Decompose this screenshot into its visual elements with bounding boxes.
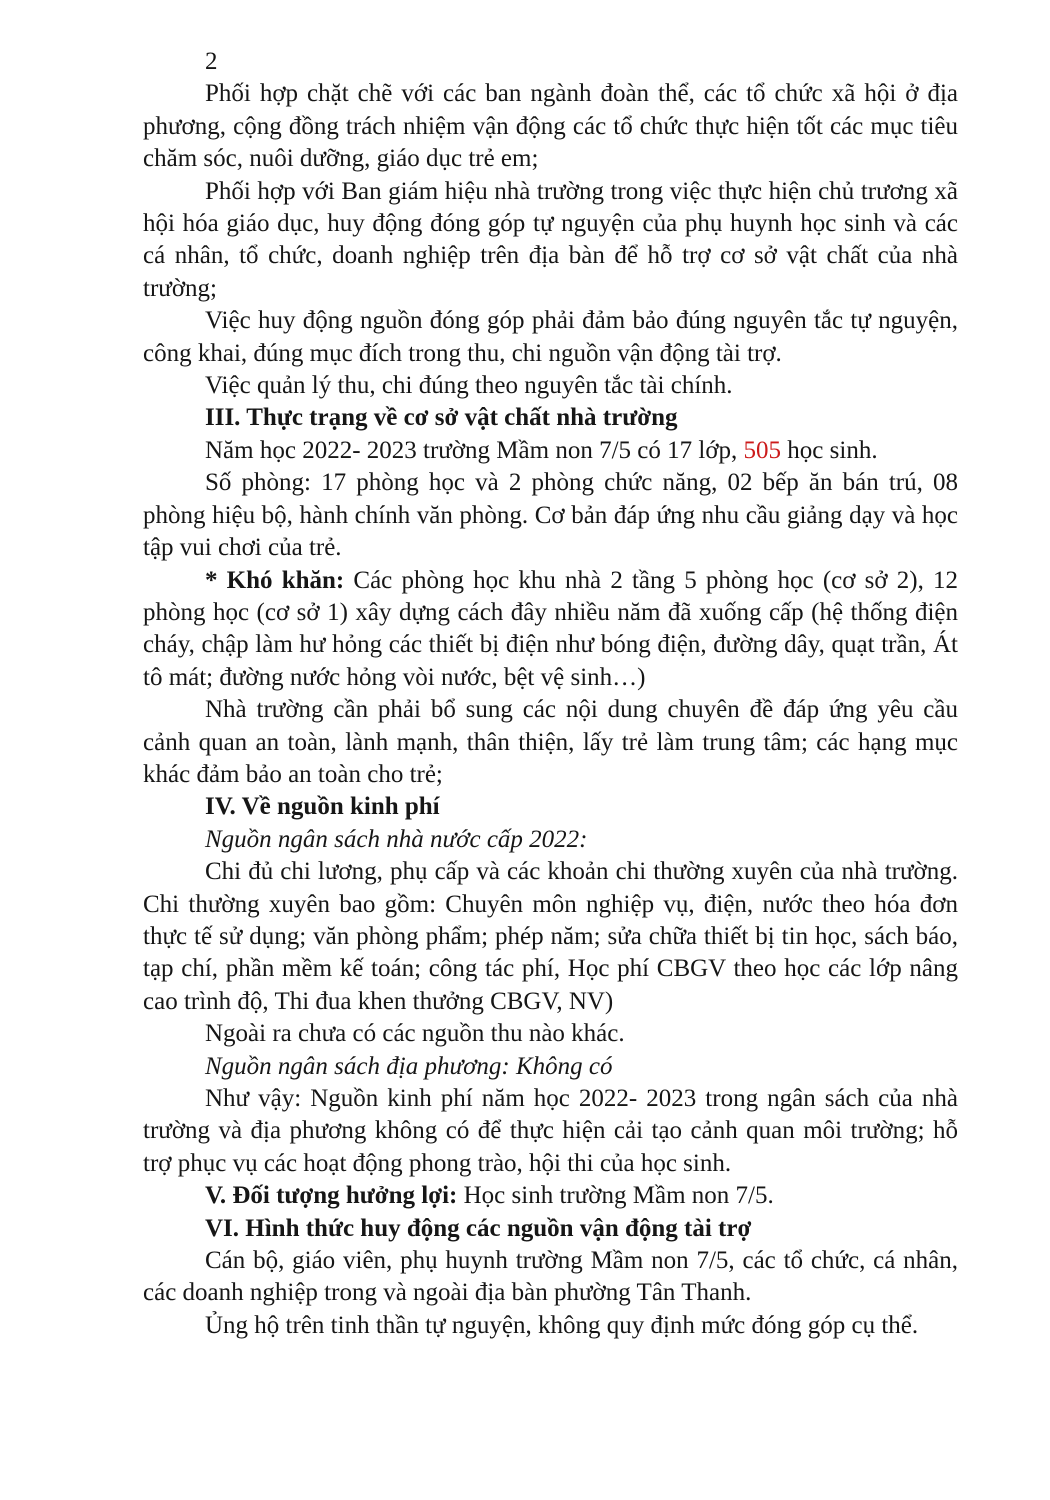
difficulties-text: Các phòng học khu nhà 2 tầng 5 phòng học (cơ sở 2), 12 phòng học (cơ sở 1) xây dựng cách đây nhiều năm đã xuống cấp (hệ thống điện cháy, chập làm hư hỏng các thiết bị điện như bóng điện, đường dây, quạt trần, Át tô mát; đường nước hỏng vòi nước, bệt vệ sinh…) bbox=[143, 566, 958, 691]
student-count-highlight: 505 bbox=[743, 436, 782, 464]
paragraph-state-budget-detail: Chi đủ chi lương, phụ cấp và các khoản chi thường xuyên của nhà trường. Chi thường xuyên bao gồm: Chuyên môn nghiệp vụ, điện, nước theo hóa đơn thực tế sử dụng; văn phòng phẩm; phép năm; sửa chữa thiết bị tin học, sách báo, tạp chí, phần mềm kế toán; công tác phí, Học phí CBGV theo học các lớp nâng cao trình độ, Thi đua khen thưởng CBGV, NV) bbox=[143, 858, 958, 1015]
section-heading-vi: VI. Hình thức huy động các nguồn vận động tài trợ bbox=[205, 1214, 752, 1242]
paragraph-beneficiaries bbox=[143, 1180, 958, 1212]
paragraph-coordination-board: Phối hợp với Ban giám hiệu nhà trường trong việc thực hiện chủ trương xã hội hóa giáo dục, huy động đóng góp tự nguyện của phụ huynh học sinh và các cá nhân, tổ chức, doanh nghiệp trên địa bàn để hỗ trợ cơ sở vật chất của nhà trường; bbox=[143, 177, 958, 302]
paragraph-mobilization-targets: Cán bộ, giáo viên, phụ huynh trường Mầm non 7/5, các tổ chức, cá nhân, các doanh nghiệp trong và ngoài địa bàn phường Tân Thanh. bbox=[143, 1247, 958, 1307]
paragraph-coordination-local: Phối hợp chặt chẽ với các ban ngành đoàn thể, các tổ chức xã hội ở địa phương, cộng đồng trách nhiệm vận động các tổ chức thực hiện tốt các mục tiêu chăm sóc, nuôi dưỡng, giáo dục trẻ em; bbox=[143, 80, 958, 173]
beneficiaries-label: V. Đối tượng hưởng lợi: bbox=[205, 1182, 464, 1210]
paragraph-conclusion-budget: Như vậy: Nguồn kinh phí năm học 2022- 2023 trong ngân sách của nhà trường và địa phương không có để thực hiện cải tạo cảnh quan môi trường; hỗ trợ phục vụ các hoạt động phong trào, hội thi của học sinh. bbox=[143, 1085, 958, 1177]
paragraph-voluntary-support: Ủng hộ trên tinh thần tự nguyện, không quy định mức đóng góp cụ thể. bbox=[205, 1311, 919, 1339]
paragraph-supplement-needs: Nhà trường cần phải bổ sung các nội dung chuyên đề đáp ứng yêu cầu cảnh quan an toàn, lành mạnh, thân thiện, lấy trẻ làm trung tâm; các hạng mục khác đảm bảo an toàn cho trẻ; bbox=[143, 696, 958, 788]
section-heading-iv: IV. Về nguồn kinh phí bbox=[205, 793, 440, 821]
section-heading-iii: III. Thực trạng về cơ sở vật chất nhà trường bbox=[205, 404, 678, 432]
paragraph-local-budget: Nguồn ngân sách địa phương: Không có bbox=[205, 1052, 613, 1080]
beneficiaries-text: Học sinh trường Mầm non 7/5. bbox=[463, 1182, 774, 1210]
paragraph-school-year bbox=[143, 435, 958, 467]
paragraph-state-budget-label: Nguồn ngân sách nhà nước cấp 2022: bbox=[205, 825, 588, 853]
paragraph-rooms: Số phòng: 17 phòng học và 2 phòng chức năng, 02 bếp ăn bán trú, 08 phòng hiệu bộ, hành chính văn phòng. Cơ bản đáp ứng nhu cầu giảng dạy và học tập vui chơi của trẻ. bbox=[143, 469, 958, 562]
paragraph-difficulties bbox=[143, 565, 958, 695]
page-number: 2 bbox=[205, 48, 218, 75]
paragraph-no-other-income: Ngoài ra chưa có các nguồn thu nào khác. bbox=[205, 1020, 625, 1048]
school-year-text-post: học sinh. bbox=[781, 436, 878, 464]
difficulties-label: * Khó khăn: bbox=[205, 566, 354, 594]
paragraph-mobilization-principle: Việc huy động nguồn đóng góp phải đảm bảo đúng nguyên tắc tự nguyện, công khai, đúng mục đích trong thu, chi nguồn vận động tài trợ. bbox=[143, 307, 958, 367]
paragraph-finance-management: Việc quản lý thu, chi đúng theo nguyên tắc tài chính. bbox=[205, 372, 733, 400]
school-year-text-pre: Năm học 2022- 2023 trường Mầm non 7/5 có 17 lớp, bbox=[205, 436, 744, 464]
